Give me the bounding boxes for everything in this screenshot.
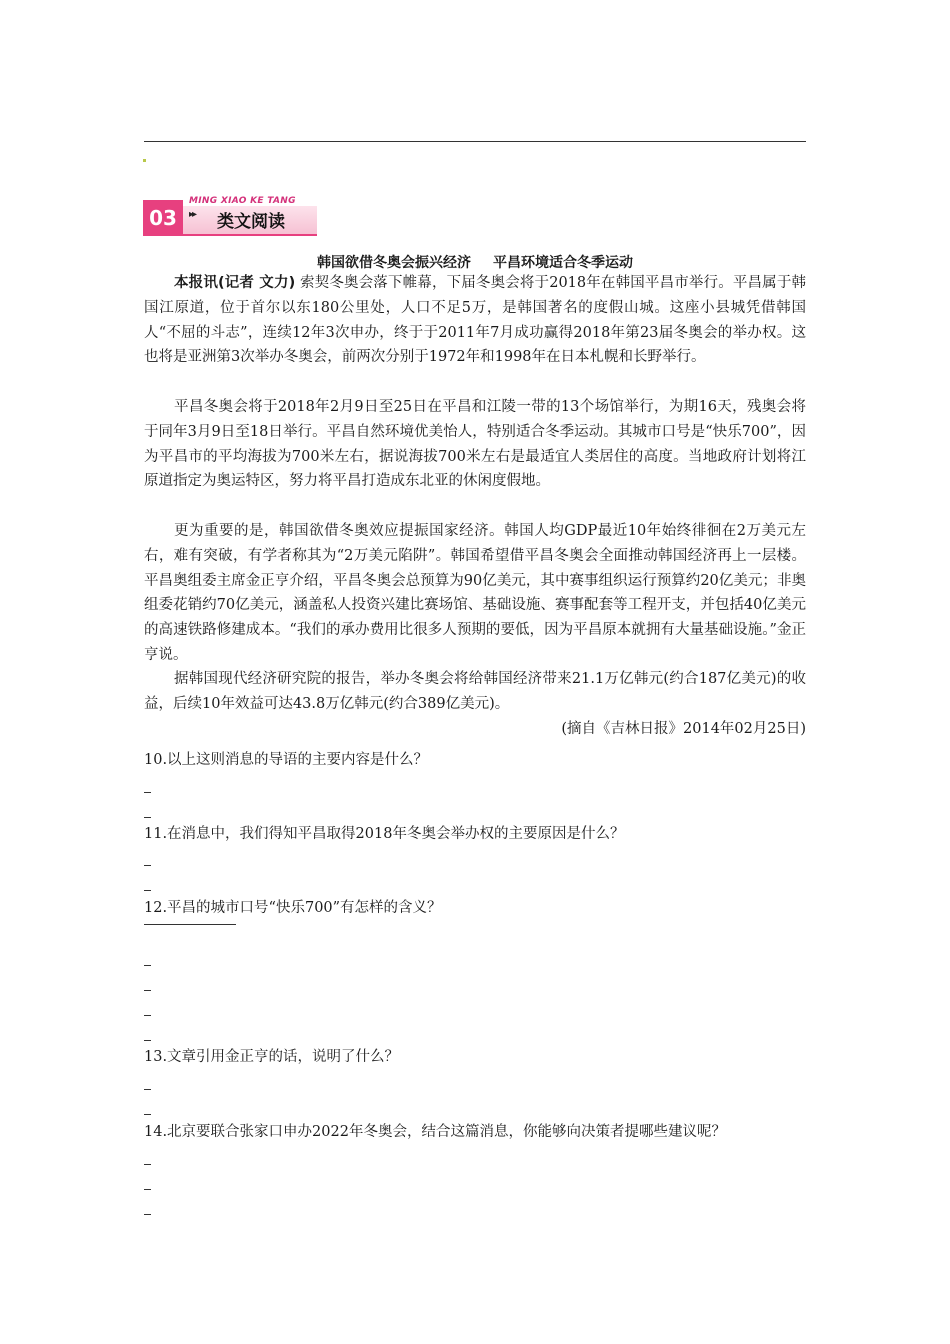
section-badge <box>143 196 319 242</box>
article-paragraph-3: 更为重要的是，韩国欲借冬奥效应提振国家经济。韩国人均GDP最近10年始终徘徊在2万美元左右，难有突破，有学者称其为“2万美元陷阱”。韩国希望借平昌冬奥会全面推动韩国经济再上一层楼。平昌奥组委主席金正亨介绍，平昌冬奥会总预算为90亿美元，其中赛事组织运行预算约20亿美元；非奥组委花销约70亿美元，涵盖私人投资兴建比赛场馆、基础设施、赛事配套等工程开支，并包括40亿美元的高速铁路修建成本。“我们的承办费用比很多人预期的要低，因为平昌原本就拥有大量基础设施。”金正亨说。 <box>144 523 806 663</box>
answer-blank[interactable] <box>144 792 151 793</box>
answer-blank[interactable] <box>144 1089 151 1090</box>
badge-pinyin: MING XIAO KE TANG <box>189 196 296 206</box>
article-title-part2: 平昌环境适合冬季运动 <box>493 255 633 271</box>
article-paragraph-1 <box>144 271 806 370</box>
answer-blank[interactable] <box>144 865 151 866</box>
answer-blank[interactable] <box>144 1214 151 1215</box>
question-14: 14.北京要联合张家口申办2022年冬奥会，结合这篇消息，你能够向决策者提哪些建议呢？ <box>144 1124 726 1140</box>
answer-blank[interactable] <box>144 1114 151 1115</box>
article-paragraph-4: 据韩国现代经济研究院的报告，举办冬奥会将给韩国经济带来21.1万亿韩元(约合187亿美元)的收益，后续10年效益可达43.8万亿韩元(约合389亿美元)。 <box>144 671 806 712</box>
answer-line[interactable] <box>144 924 236 925</box>
question-13: 13.文章引用金正亨的话，说明了什么？ <box>144 1049 400 1065</box>
answer-blank[interactable] <box>144 817 151 818</box>
answer-blank[interactable] <box>144 1015 151 1016</box>
section-label: 类文阅读 <box>217 212 285 232</box>
article-title <box>144 252 806 272</box>
answer-blank[interactable] <box>144 990 151 991</box>
top-rule <box>144 141 806 142</box>
question-10: 10.以上这则消息的导语的主要内容是什么？ <box>144 752 429 768</box>
answer-blank[interactable] <box>144 1189 151 1190</box>
question-11: 11.在消息中，我们得知平昌取得2018年冬奥会举办权的主要原因是什么？ <box>144 826 625 842</box>
stray-mark <box>143 159 146 162</box>
article-paragraph-2: 平昌冬奥会将于2018年2月9日至25日在平昌和江陵一带的13个场馆举行，为期16天，残奥会将于同年3月9日至18日举行。平昌自然环境优美怡人，特别适合冬季运动。其城市口号是“快乐700”，因为平昌市的平均海拔为700米左右，据说海拔700米左右是最适宜人类居住的高度。当地政府计划将江原道指定为奥运特区，努力将平昌打造成东北亚的休闲度假地。 <box>144 399 806 490</box>
section-number: 03 <box>143 200 183 236</box>
article-title-part1: 韩国欲借冬奥会振兴经济 <box>317 255 471 271</box>
question-12: 12.平昌的城市口号“快乐700”有怎样的含义？ <box>144 900 442 916</box>
article-source: (摘自《吉林日报》2014年02月25日) <box>561 721 806 737</box>
answer-blank[interactable] <box>144 965 151 966</box>
article-lead-in: 本报讯(记者 文力) <box>174 275 296 291</box>
double-arrow-icon: ▸▸ <box>189 209 196 220</box>
answer-blank[interactable] <box>144 1164 151 1165</box>
paragraph-1-text: 索契冬奥会落下帷幕，下届冬奥会将于2018年在韩国平昌市举行。平昌属于韩国江原道，位于首尔以东180公里处，人口不足5万，是韩国著名的度假山城。这座小县城凭借韩国人“不屈的斗志”，连续12年3次申办，终于于2011年7月成功赢得2018年第23届冬奥会的举办权。这也将是亚洲第3次举办冬奥会，前两次分别于1972年和1998年在日本札幌和长野举行。 <box>144 275 806 366</box>
answer-blank[interactable] <box>144 890 151 891</box>
answer-blank[interactable] <box>144 1040 151 1041</box>
